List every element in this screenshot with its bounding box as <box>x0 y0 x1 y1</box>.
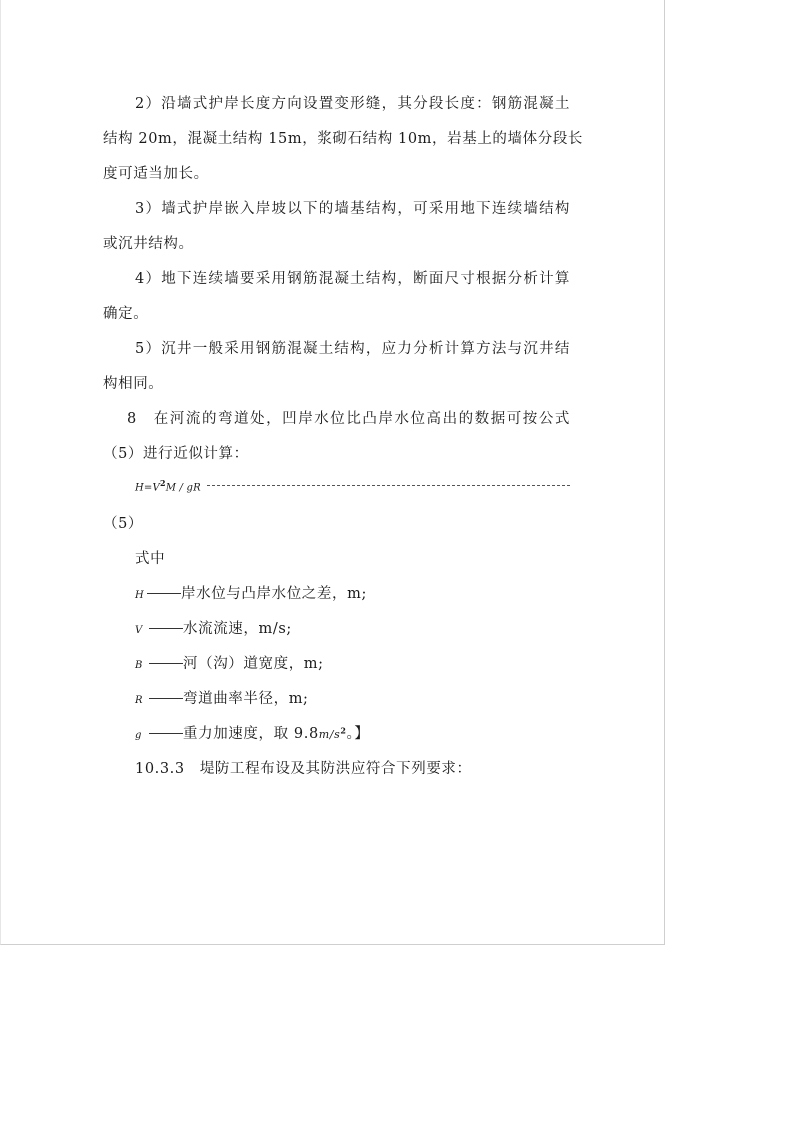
em-dash <box>149 698 183 699</box>
paragraph-5-line-2: 构相同。 <box>103 376 164 392</box>
definition-r-text: 弯道曲率半径，m; <box>183 691 309 707</box>
paragraph-5-line-1: 5）沉井一般采用钢筋混凝土结构，应力分析计算方法与沉井结 <box>135 341 570 357</box>
symbol-h: H <box>135 590 145 601</box>
em-dash <box>149 733 183 734</box>
paragraph-8-line-1: 8 在河流的弯道处，凹岸水位比凸岸水位高出的数据可按公式 <box>127 411 570 427</box>
formula-5 <box>135 478 570 493</box>
definition-v-text: 水流流速，m/s; <box>183 621 292 637</box>
paragraph-4-line-1: 4）地下连续墙要采用钢筋混凝土结构，断面尺寸根据分析计算 <box>135 271 570 287</box>
definition-v <box>135 617 292 638</box>
where-label: 式中 <box>135 551 166 567</box>
definition-g <box>135 722 370 743</box>
definition-r <box>135 687 309 708</box>
paragraph-2-line-2: 结构 20m，混凝土结构 15m，浆砌石结构 10m，岩基上的墙体分段长 <box>103 131 584 147</box>
formula-expression: $H=V^2M$ / gR <box>135 478 201 494</box>
clause-10-3-3: 10.3.3 堤防工程布设及其防洪应符合下列要求： <box>135 761 472 777</box>
symbol-b: B <box>135 660 143 671</box>
definition-g-end: 。】 <box>346 726 370 742</box>
symbol-v: V <box>135 625 143 636</box>
dotted-leader <box>207 485 570 486</box>
definition-b <box>135 652 324 673</box>
definition-h <box>135 582 367 603</box>
definition-g-text: 重力加速度，取 9.8 <box>183 726 319 742</box>
em-dash <box>149 628 183 629</box>
paragraph-3-line-2: 或沉井结构。 <box>103 236 194 252</box>
definition-b-text: 河（沟）道宽度，m; <box>183 656 324 672</box>
paragraph-3-line-1: 3）墙式护岸嵌入岸坡以下的墙基结构，可采用地下连续墙结构 <box>135 201 570 217</box>
paragraph-2-line-3: 度可适当加长。 <box>103 166 209 182</box>
paragraph-8-line-2: （5）进行近似计算： <box>103 446 249 462</box>
formula-number: （5） <box>103 516 144 532</box>
em-dash <box>147 593 181 594</box>
definition-h-text: 岸水位与凸岸水位之差，m; <box>181 586 367 602</box>
symbol-r: R <box>135 695 144 706</box>
paragraph-4-line-2: 确定。 <box>103 306 149 322</box>
unit-ms2: $m/s^2$ <box>318 725 347 741</box>
symbol-g: g <box>135 730 143 741</box>
em-dash <box>149 663 183 664</box>
paragraph-2-line-1: 2）沿墙式护岸长度方向设置变形缝，其分段长度：钢筋混凝土 <box>135 96 570 112</box>
